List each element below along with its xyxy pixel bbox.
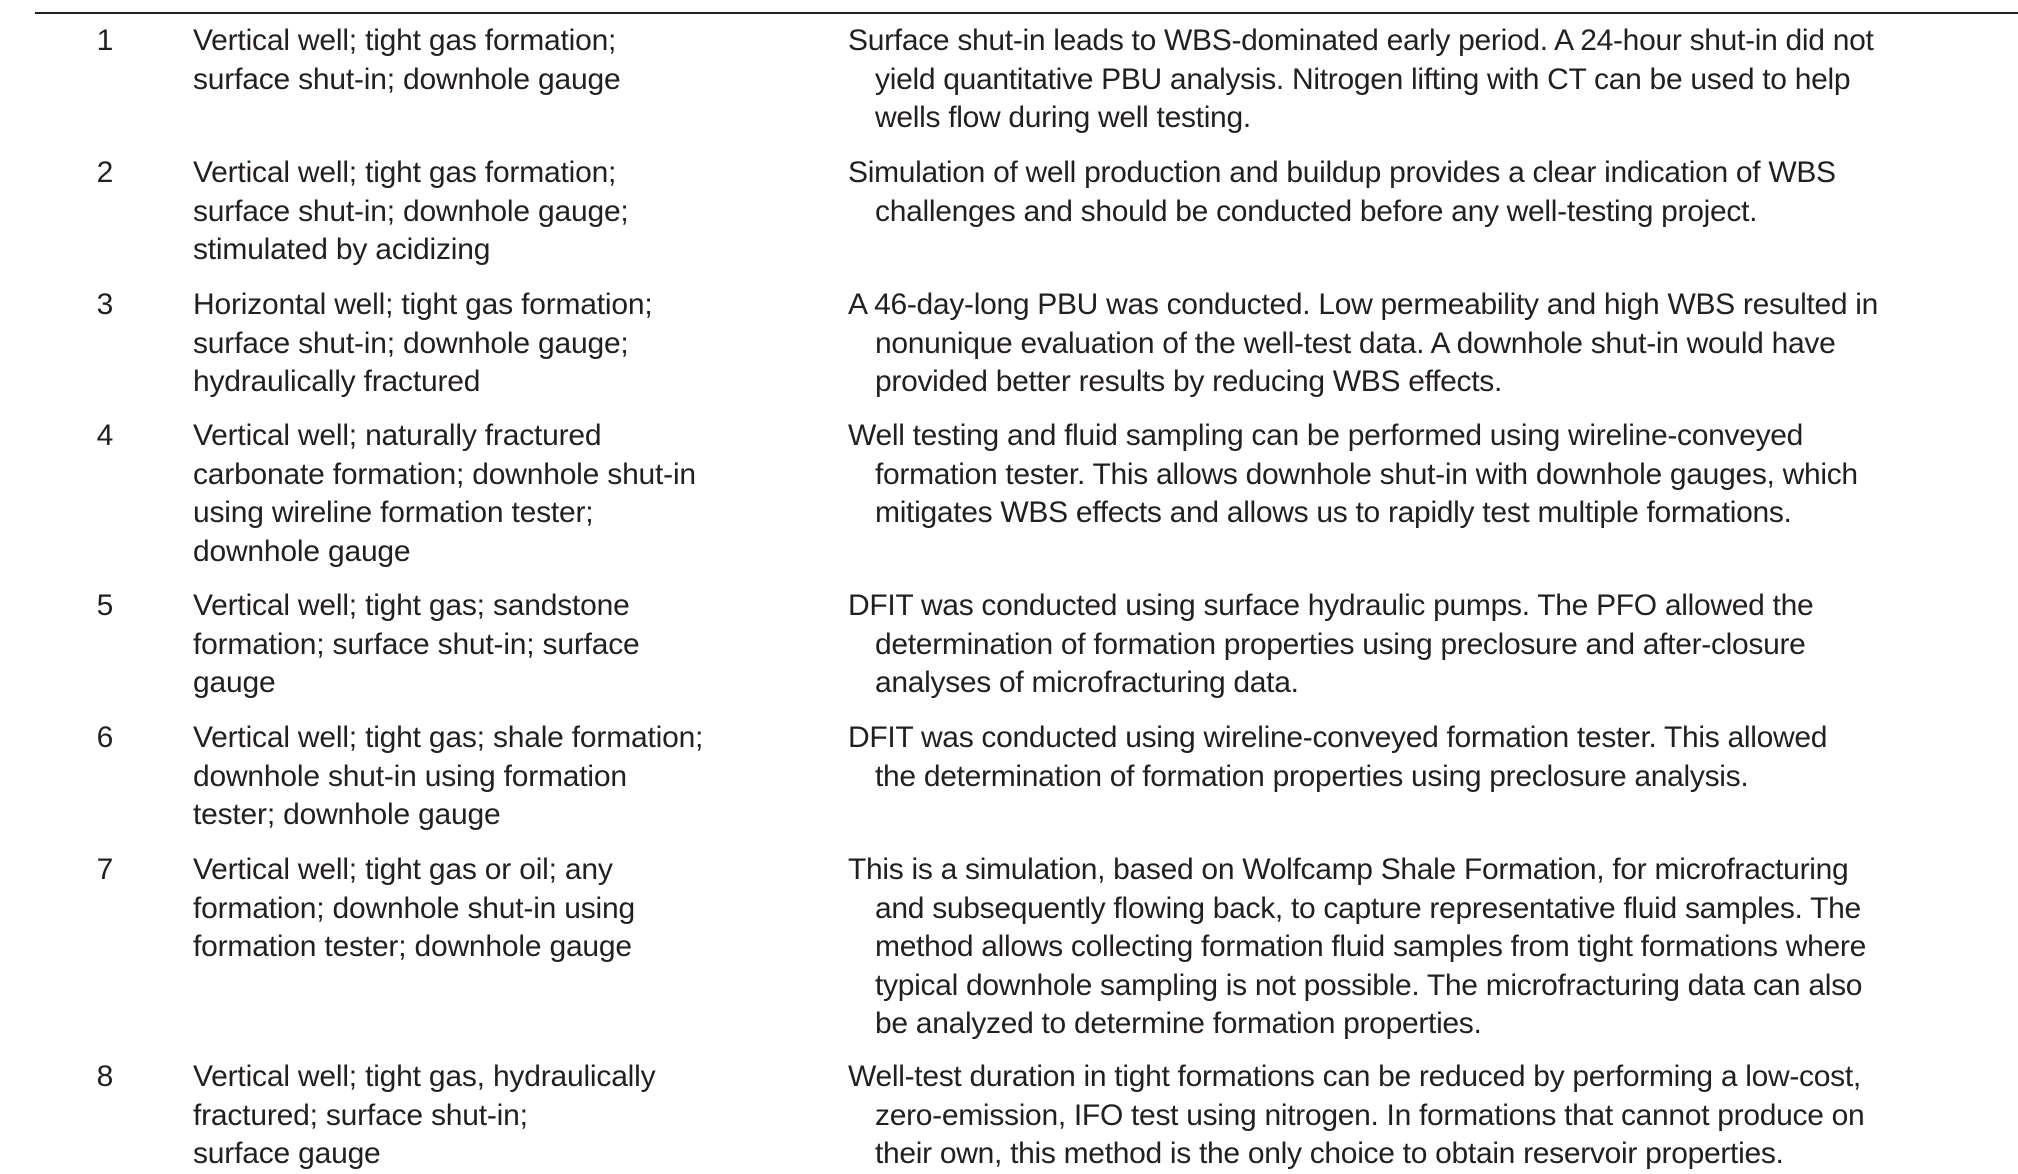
case-lesson (848, 1058, 2018, 1174)
case-number: 8 (96, 1060, 114, 1093)
table-top-rule (35, 12, 2018, 14)
case-number: 3 (96, 288, 114, 321)
description-line: tester; downhole gauge (193, 798, 501, 832)
case-description (193, 417, 822, 571)
description-line: Vertical well; tight gas, hydraulically (193, 1060, 656, 1093)
lesson-line: zero-emission, IFO test using nitrogen. In formations that cannot produce on (875, 1098, 1865, 1132)
lesson-line: determination of formation properties using preclosure and after-closure (875, 627, 1806, 661)
lesson-line: A 46-day-long PBU was conducted. Low permeability and high WBS resulted in (848, 288, 1879, 321)
description-line: fractured; surface shut-in; (193, 1098, 528, 1132)
description-line: formation; downhole shut-in using (193, 891, 635, 925)
case-lesson (848, 154, 2018, 231)
lesson-line: their own, this method is the only choice to obtain reservoir properties. (875, 1137, 1784, 1171)
description-line: gauge (193, 666, 276, 700)
description-line: surface shut-in; downhole gauge (193, 62, 621, 96)
lesson-line: DFIT was conducted using surface hydraulic pumps. The PFO allowed the (848, 589, 1814, 622)
lesson-line: challenges and should be conducted before any well-testing project. (875, 194, 1758, 228)
description-line: surface shut-in; downhole gauge; (193, 194, 629, 228)
description-line: formation; surface shut-in; surface (193, 627, 640, 661)
lesson-line: provided better results by reducing WBS effects. (875, 365, 1503, 399)
lesson-line: typical downhole sampling is not possible. The microfracturing data can also (875, 968, 1863, 1002)
case-lesson (848, 851, 2018, 1044)
case-number: 5 (96, 589, 114, 622)
case-description (193, 286, 822, 402)
description-line: surface shut-in; downhole gauge; (193, 326, 629, 360)
case-number: 6 (96, 721, 114, 754)
lesson-line: yield quantitative PBU analysis. Nitrogen lifting with CT can be used to help (875, 62, 1851, 96)
lesson-line: be analyzed to determine formation properties. (875, 1007, 1482, 1041)
lesson-line: method allows collecting formation fluid samples from tight formations where (875, 930, 1866, 964)
lesson-line: formation tester. This allows downhole shut-in with downhole gauges, which (875, 457, 1858, 491)
case-lesson (848, 22, 2018, 138)
case-description (193, 22, 822, 99)
lesson-line: DFIT was conducted using wireline-conveyed formation tester. This allowed (848, 721, 1828, 754)
description-line: Vertical well; tight gas or oil; any (193, 853, 613, 886)
lesson-line: the determination of formation properties using preclosure analysis. (875, 759, 1749, 793)
description-line: Vertical well; tight gas formation; (193, 156, 617, 189)
case-description (193, 587, 822, 703)
lesson-line: nonunique evaluation of the well-test data. A downhole shut-in would have (875, 326, 1836, 360)
case-lesson (848, 587, 2018, 703)
description-line: Vertical well; tight gas; sandstone (193, 589, 630, 622)
description-line: downhole gauge (193, 534, 411, 568)
description-line: stimulated by acidizing (193, 233, 491, 267)
description-line: Horizontal well; tight gas formation; (193, 288, 653, 321)
lesson-line: mitigates WBS effects and allows us to rapidly test multiple formations. (875, 496, 1792, 530)
case-description (193, 154, 822, 270)
description-line: carbonate formation; downhole shut-in (193, 457, 696, 491)
case-lesson (848, 417, 2018, 533)
description-line: formation tester; downhole gauge (193, 930, 632, 964)
description-line: hydraulically fractured (193, 365, 481, 399)
description-line: surface gauge (193, 1137, 381, 1171)
description-line: Vertical well; naturally fractured (193, 419, 602, 452)
description-line: Vertical well; tight gas; shale formation; (193, 721, 704, 754)
case-number: 2 (96, 156, 114, 189)
case-number: 7 (96, 853, 114, 886)
lesson-line: analyses of microfracturing data. (875, 666, 1299, 700)
lesson-line: This is a simulation, based on Wolfcamp Shale Formation, for microfracturing (848, 853, 1849, 886)
description-line: Vertical well; tight gas formation; (193, 24, 617, 57)
lesson-line: Well-test duration in tight formations can be reduced by performing a low-cost, (848, 1060, 1861, 1093)
case-lesson (848, 719, 2018, 796)
case-description (193, 1058, 822, 1174)
lesson-line: Surface shut-in leads to WBS-dominated early period. A 24-hour shut-in did not (848, 24, 1874, 57)
lesson-line: Well testing and fluid sampling can be performed using wireline-conveyed (848, 419, 1804, 452)
lesson-line: Simulation of well production and buildup provides a clear indication of WBS (848, 156, 1836, 189)
case-number: 4 (96, 419, 114, 452)
case-description (193, 851, 822, 967)
case-lesson (848, 286, 2018, 402)
description-line: downhole shut-in using formation (193, 759, 627, 793)
lesson-line: and subsequently flowing back, to capture representative fluid samples. The (875, 891, 1861, 925)
case-number: 1 (96, 24, 114, 57)
lesson-line: wells flow during well testing. (875, 101, 1251, 135)
description-line: using wireline formation tester; (193, 496, 594, 530)
case-description (193, 719, 822, 835)
